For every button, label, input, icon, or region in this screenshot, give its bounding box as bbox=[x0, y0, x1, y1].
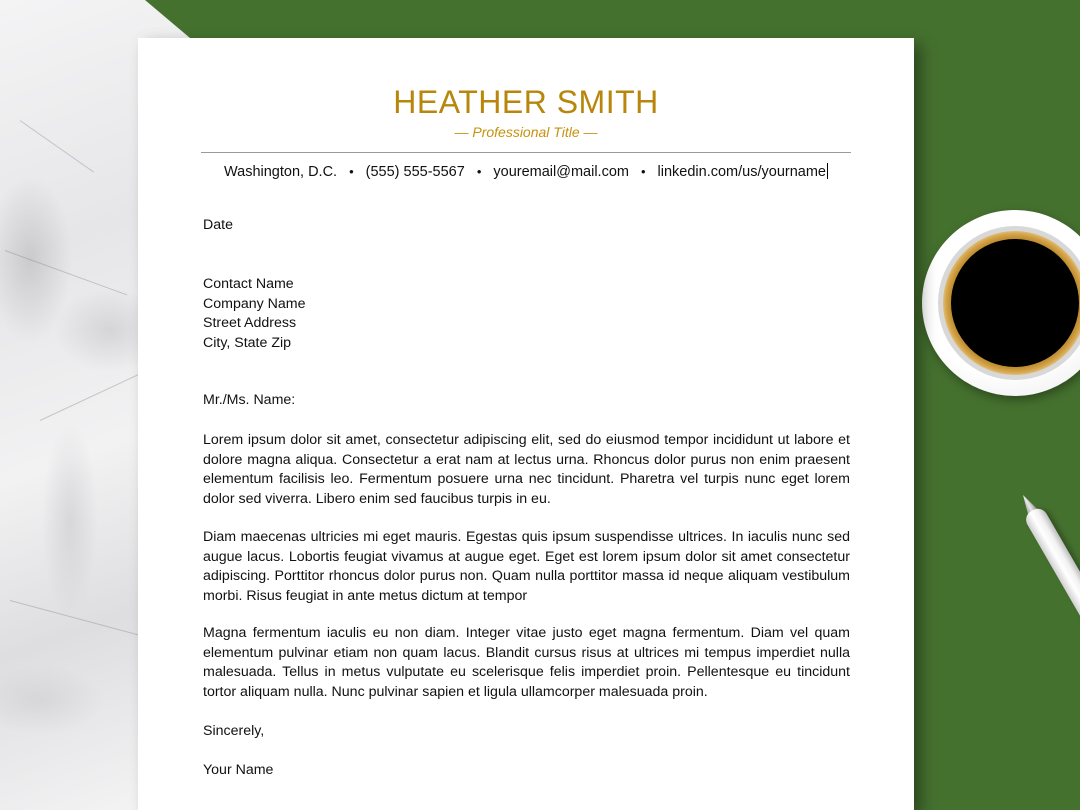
pen bbox=[1013, 490, 1080, 761]
marble-vein bbox=[5, 250, 128, 295]
professional-title: — Professional Title — bbox=[454, 124, 598, 140]
contact-linkedin: linkedin.com/us/yourname bbox=[657, 164, 826, 180]
contact-line bbox=[138, 163, 914, 180]
recipient-street: Street Address bbox=[203, 315, 297, 331]
recipient-address bbox=[203, 275, 850, 353]
body-paragraph-3: Magna fermentum iaculis eu non diam. Integer vitae justo eget magna fermentum. Diam vel quam elementum pulvinar etiam non quam lacus. Blandit cursus risus at ultrices mi tempus imperdiet nulla malesuada. Tellus in metus vulputate eu scelerisque felis imperdiet proin. Pellentesque eu tincidunt tortor aliquam nulla. Nunc pulvinar sapien et ligula ullamcorper malesuada proin. bbox=[203, 625, 850, 700]
recipient-city-state-zip: City, State Zip bbox=[203, 334, 292, 351]
contact-email: youremail@mail.com bbox=[493, 164, 629, 180]
applicant-name: HEATHER SMITH bbox=[393, 84, 659, 120]
coffee-surface bbox=[951, 239, 1079, 367]
header-divider bbox=[201, 152, 851, 153]
closing: Sincerely, bbox=[203, 723, 265, 739]
recipient-company: Company Name bbox=[203, 295, 306, 312]
contact-separator: • bbox=[349, 164, 354, 179]
body-paragraph-1: Lorem ipsum dolor sit amet, consectetur adipiscing elit, sed do eiusmod tempor incididunt ut labore et dolore magna aliqua. Consectetur a erat nam at lectus urna. Rhoncus dolor purus non enim praesent elementum facilisis leo. Fermentum posuere urna nec tincidunt. Pharetra vel turpis nunc eget lorem dolor sed viverra. Libero enim sed faucibus turpis in eu. bbox=[203, 432, 850, 507]
contact-phone: (555) 555-5567 bbox=[365, 164, 465, 180]
contact-separator: • bbox=[640, 164, 646, 179]
body-paragraph-2: Diam maecenas ultricies mi eget mauris. Egestas quis ipsum suspendisse ultrices. In iaculis nunc sed augue lacus. Lobortis feugiat vivamus at augue eget. Eget est lorem ipsum dolor sit amet consectetur adipiscing. Porttitor rhoncus dolor purus non. Quam nulla porttitor massa id neque aliquam vestibulum morbi. Risus feugiat in ante metus dictum at tempor bbox=[203, 529, 850, 604]
marble-vein bbox=[10, 600, 145, 637]
letter-date: Date bbox=[203, 217, 233, 233]
contact-separator: • bbox=[476, 164, 482, 179]
marble-vein bbox=[20, 120, 94, 172]
marble-vein bbox=[40, 374, 140, 421]
recipient-contact-name: Contact Name bbox=[203, 276, 294, 292]
salutation: Mr./Ms. Name: bbox=[203, 392, 296, 408]
contact-location: Washington, D.C. bbox=[224, 164, 338, 180]
signature-name: Your Name bbox=[203, 762, 274, 778]
pen-body bbox=[1022, 505, 1080, 793]
cover-letter-page bbox=[138, 38, 914, 810]
text-cursor bbox=[827, 163, 828, 179]
coffee-cup bbox=[922, 210, 1080, 396]
